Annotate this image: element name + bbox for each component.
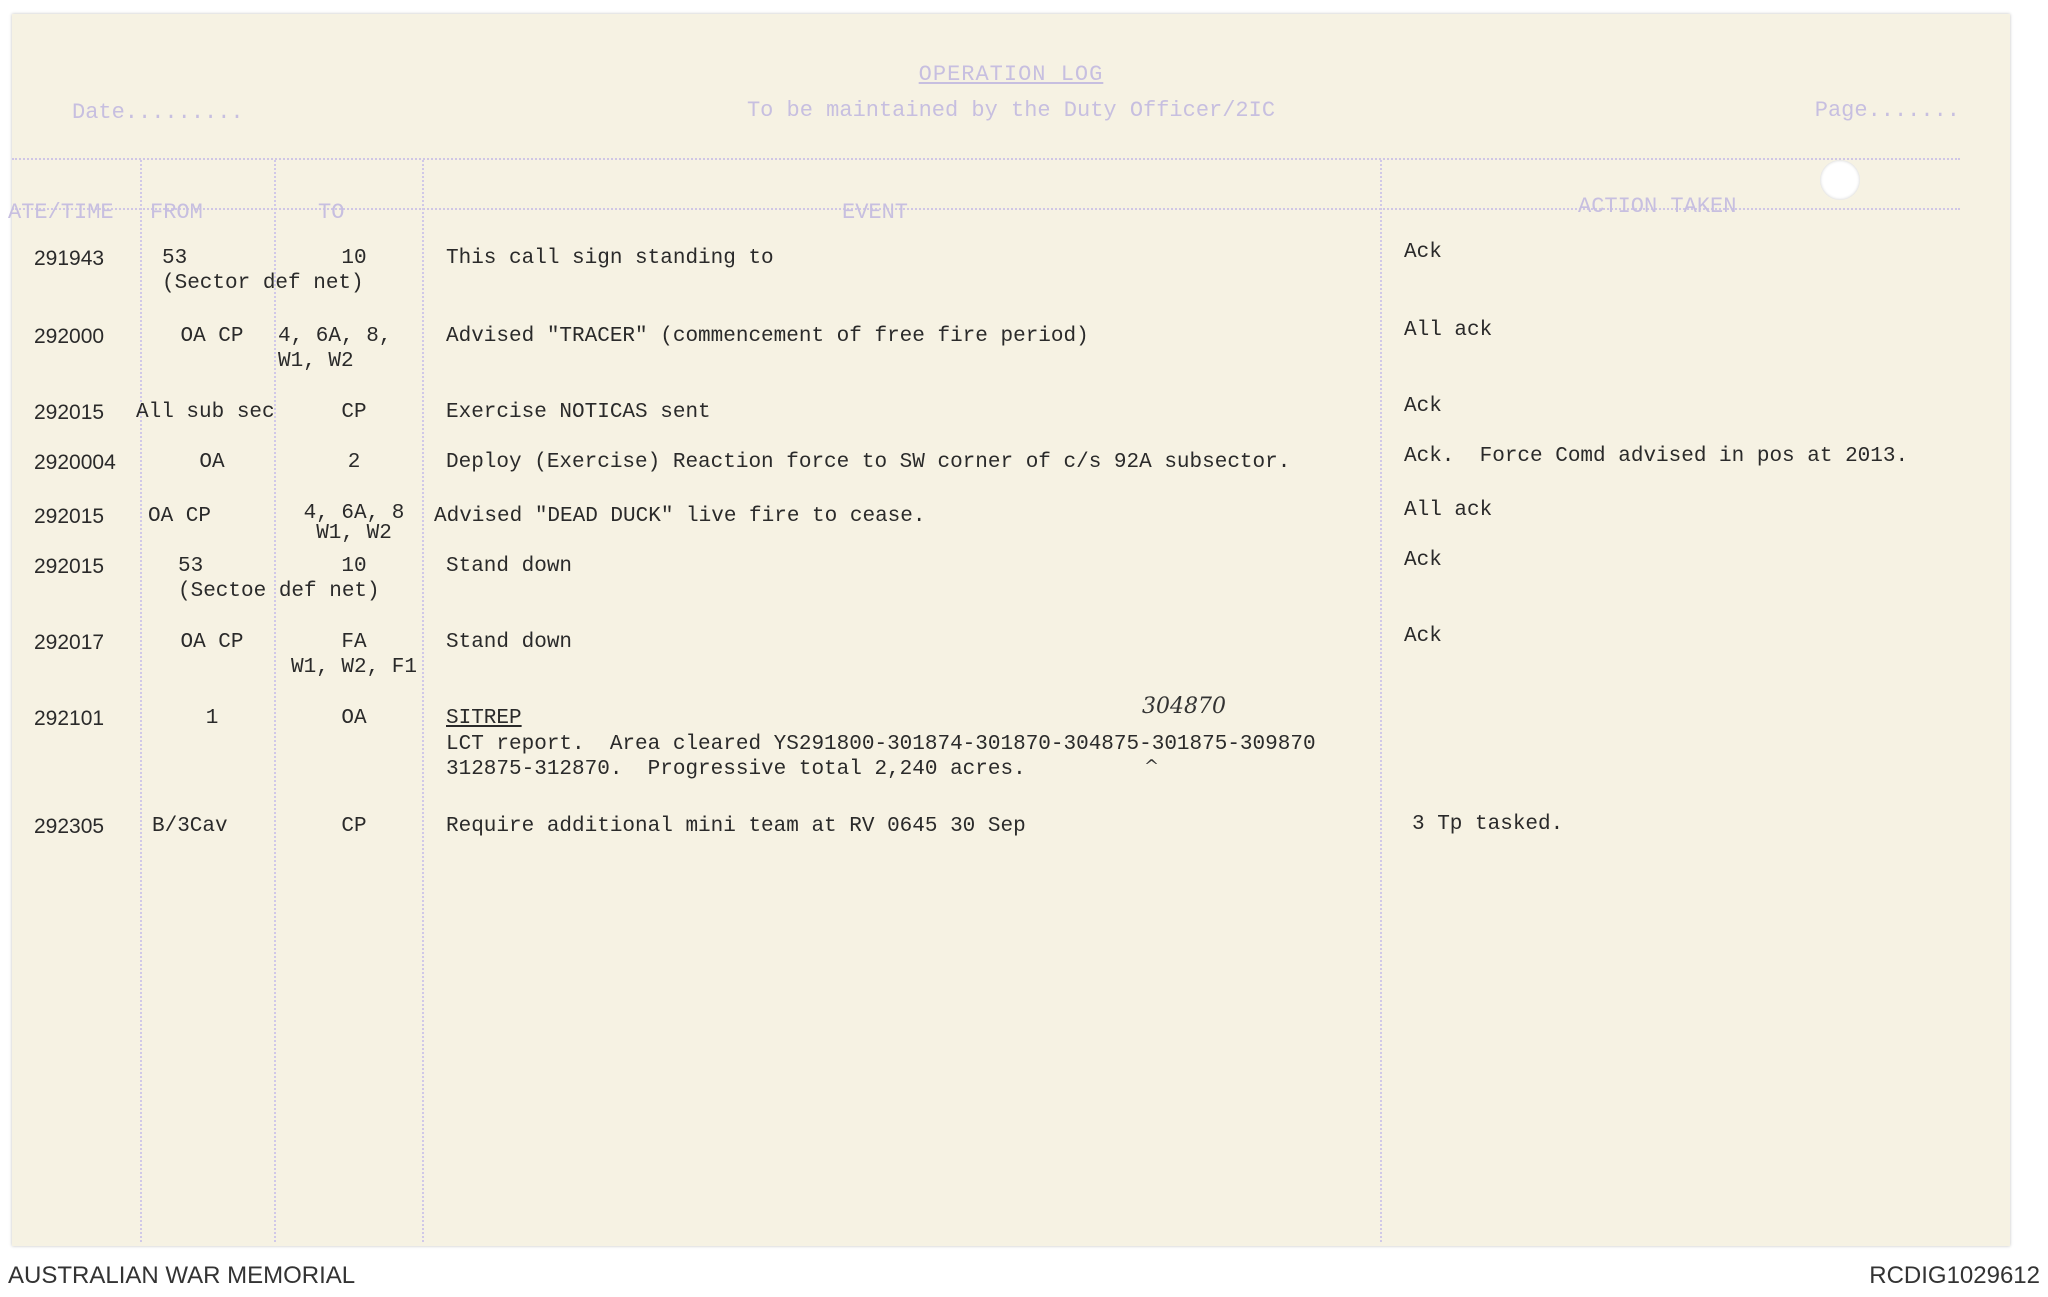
event-cell: Stand down <box>446 631 573 654</box>
to-cell: 10 <box>341 247 367 270</box>
from-cell: B/3Cav <box>152 815 228 838</box>
action-cell: Ack <box>1404 241 1442 264</box>
action-cell: All ack <box>1404 499 1493 522</box>
log-sheet <box>8 14 2010 1246</box>
form-title: OPERATION LOG <box>918 62 1104 87</box>
datetime-cell: 292101 <box>34 707 105 730</box>
datetime-cell: 292015 <box>34 555 105 578</box>
action-cell: All ack <box>1404 319 1493 342</box>
to-cell: 10 <box>341 555 367 578</box>
column-header-event: EVENT <box>842 200 909 225</box>
datetime-cell: 292305 <box>34 815 105 838</box>
datetime-cell: 2920004 <box>34 451 116 474</box>
to-cell: OA <box>341 707 367 730</box>
footer-record-id: RCDIG1029612 <box>1869 1262 2040 1289</box>
column-divider-4 <box>1380 160 1382 1242</box>
action-cell: 3 Tp tasked. <box>1412 813 1564 836</box>
datetime-cell: 292000 <box>34 325 105 348</box>
datetime-cell: 292017 <box>34 631 105 654</box>
column-header-from: FROM <box>150 200 203 225</box>
event-cell: Stand down <box>446 555 573 578</box>
column-header-action: ACTION TAKEN <box>1578 194 1737 219</box>
action-cell: Ack <box>1404 395 1442 418</box>
form-subtitle: To be maintained by the Duty Officer/2IC <box>746 98 1276 123</box>
column-divider-2 <box>274 160 276 1242</box>
to-cell: 2 <box>347 451 361 474</box>
column-divider-3 <box>422 160 424 1242</box>
to-cell: CP <box>341 401 367 424</box>
from-cell: All sub sec <box>136 401 275 424</box>
caret-mark: ^ <box>1144 756 1160 777</box>
event-cell: Exercise NOTICAS sent <box>446 401 711 424</box>
handwritten-correction: 304870 <box>1142 694 1226 719</box>
from-cell: 53 (Sector def net) <box>162 247 364 295</box>
datetime-cell: 291943 <box>34 247 105 270</box>
datetime-cell: 292015 <box>34 401 105 424</box>
event-cell: LCT report. Area cleared YS291800-301874-301870-304875-301875-309870 312875-312870. Progressive total 2,240 acres. <box>446 733 1316 781</box>
from-cell: OA <box>199 451 225 474</box>
punch-hole <box>1820 160 1860 200</box>
datetime-cell: 292015 <box>34 505 105 528</box>
from-cell: OA CP <box>180 631 244 654</box>
from-cell: 1 <box>205 707 219 730</box>
event-cell: Advised "DEAD DUCK" live fire to cease. <box>434 505 926 528</box>
event-cell: This call sign standing to <box>446 247 774 270</box>
header-top-rule <box>12 158 1960 160</box>
date-field-label: Date......... <box>72 100 244 125</box>
action-cell: Ack <box>1404 549 1442 572</box>
action-cell: Ack. Force Comd advised in pos at 2013. <box>1404 445 1909 468</box>
column-divider-1 <box>140 160 142 1242</box>
event-cell: Advised "TRACER" (commencement of free fire period) <box>446 325 1089 348</box>
sitrep-heading: SITREP <box>446 707 522 730</box>
from-cell: OA CP <box>148 505 212 528</box>
to-cell: 4, 6A, 8 W1, W2 <box>303 502 405 545</box>
from-cell: 53 (Sectoe def net) <box>178 555 380 603</box>
event-cell: Require additional mini team at RV 0645 30 Sep <box>446 815 1026 838</box>
column-header-datetime: ATE/TIME <box>8 200 114 225</box>
to-cell: CP <box>341 815 367 838</box>
footer-credit: AUSTRALIAN WAR MEMORIAL <box>8 1262 356 1289</box>
action-cell: Ack <box>1404 625 1442 648</box>
to-cell: 4, 6A, 8, W1, W2 <box>278 325 392 373</box>
event-cell: Deploy (Exercise) Reaction force to SW corner of c/s 92A subsector. <box>446 451 1291 474</box>
page-field-label: Page....... <box>1814 98 1960 123</box>
column-header-to: TO <box>318 200 345 225</box>
to-cell: FA W1, W2, F1 <box>290 631 418 679</box>
from-cell: OA CP <box>180 325 244 348</box>
